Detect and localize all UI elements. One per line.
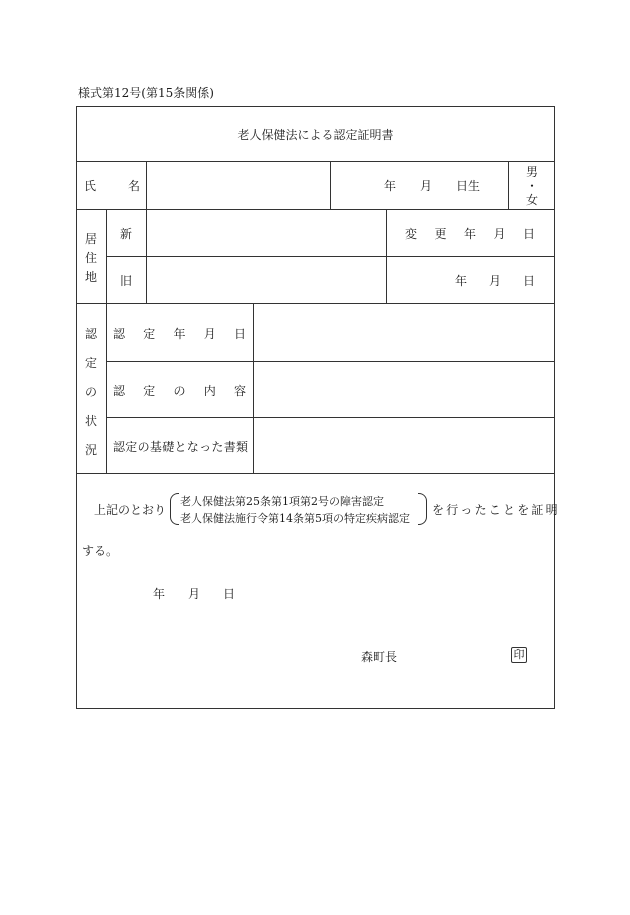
name-label-char: 名 bbox=[127, 179, 140, 193]
sex-selector bbox=[509, 165, 555, 207]
certification-suffix: を行ったことを証明 bbox=[432, 503, 560, 517]
issue-date-char: 年 bbox=[153, 587, 166, 601]
cert-content-char: 定 bbox=[143, 384, 156, 398]
cert-date-char: 認 bbox=[113, 327, 126, 341]
old-date-char: 月 bbox=[488, 274, 501, 288]
cert-content-char: 認 bbox=[113, 384, 126, 398]
certification-prefix: 上記のとおり bbox=[94, 503, 167, 517]
sex-male: 男 bbox=[525, 165, 538, 179]
vline-address-label bbox=[146, 209, 147, 303]
change-date-char: 月 bbox=[493, 227, 506, 241]
status-label-char: の bbox=[84, 385, 97, 399]
issue-date-label bbox=[153, 585, 235, 602]
change-date-char: 年 bbox=[463, 227, 476, 241]
birth-day-label: 日生 bbox=[456, 179, 481, 193]
seal-mark: 印 bbox=[511, 647, 527, 663]
divider-status-bottom bbox=[76, 473, 555, 474]
divider-name bbox=[76, 209, 555, 210]
old-date-char: 年 bbox=[455, 274, 468, 288]
divider-status-1 bbox=[106, 361, 555, 362]
vline-status-label bbox=[253, 303, 254, 473]
certification-date-label bbox=[113, 325, 246, 342]
vline-name-birth bbox=[330, 161, 331, 209]
birth-year-label: 年 bbox=[384, 179, 397, 193]
cert-content-char: の bbox=[173, 384, 186, 398]
change-date-char: 更 bbox=[434, 227, 447, 241]
sex-separator: ・ bbox=[525, 179, 538, 193]
certification-option-1: 老人保健法第25条第1項第2号の障害認定 bbox=[180, 495, 384, 508]
status-label bbox=[76, 320, 106, 465]
certificate-title: 老人保健法による認定証明書 bbox=[237, 128, 394, 142]
certification-option-2: 老人保健法施行令第14条第5項の特定疾病認定 bbox=[180, 512, 410, 525]
old-address-label: 旧 bbox=[120, 274, 133, 288]
birth-month-label: 月 bbox=[420, 179, 433, 193]
status-label-char: 認 bbox=[84, 327, 97, 341]
sex-female: 女 bbox=[525, 193, 538, 207]
old-address-date-label bbox=[455, 272, 535, 289]
cert-date-char: 日 bbox=[233, 327, 246, 341]
cert-date-char: 年 bbox=[173, 327, 186, 341]
status-label-char: 定 bbox=[84, 356, 97, 370]
left-brace bbox=[170, 493, 179, 525]
certification-continuation: する。 bbox=[82, 544, 119, 558]
certificate-frame bbox=[76, 106, 555, 709]
right-brace bbox=[418, 493, 427, 525]
change-date-char: 日 bbox=[522, 227, 535, 241]
address-label bbox=[76, 230, 106, 287]
status-label-char: 状 bbox=[84, 414, 97, 428]
basis-document-label: 認定の基礎となった書類 bbox=[113, 440, 249, 454]
cert-date-char: 定 bbox=[143, 327, 156, 341]
change-date-label bbox=[405, 225, 535, 242]
change-date-char: 変 bbox=[405, 227, 418, 241]
vline-name-label bbox=[146, 161, 147, 209]
issuer-title: 森町長 bbox=[361, 650, 398, 664]
address-label-char: 居 bbox=[84, 232, 97, 246]
divider-address-bottom bbox=[76, 303, 555, 304]
new-address-label: 新 bbox=[120, 227, 133, 241]
old-date-char: 日 bbox=[522, 274, 535, 288]
cert-date-char: 月 bbox=[203, 327, 216, 341]
address-label-char: 地 bbox=[84, 270, 97, 284]
divider-title bbox=[76, 161, 555, 162]
form-number: 様式第12号(第15条関係) bbox=[78, 86, 214, 100]
cert-content-char: 内 bbox=[203, 384, 216, 398]
certification-content-label bbox=[113, 382, 246, 399]
cert-content-char: 容 bbox=[233, 384, 246, 398]
divider-address bbox=[106, 256, 555, 257]
vline-address-date bbox=[386, 209, 387, 303]
name-label bbox=[84, 177, 140, 194]
status-label-char: 況 bbox=[84, 443, 97, 457]
divider-status-2 bbox=[106, 417, 555, 418]
issue-date-char: 日 bbox=[222, 587, 235, 601]
issue-date-char: 月 bbox=[187, 587, 200, 601]
vline-section-label bbox=[106, 209, 107, 473]
address-label-char: 住 bbox=[84, 251, 97, 265]
name-label-char: 氏 bbox=[84, 179, 97, 193]
